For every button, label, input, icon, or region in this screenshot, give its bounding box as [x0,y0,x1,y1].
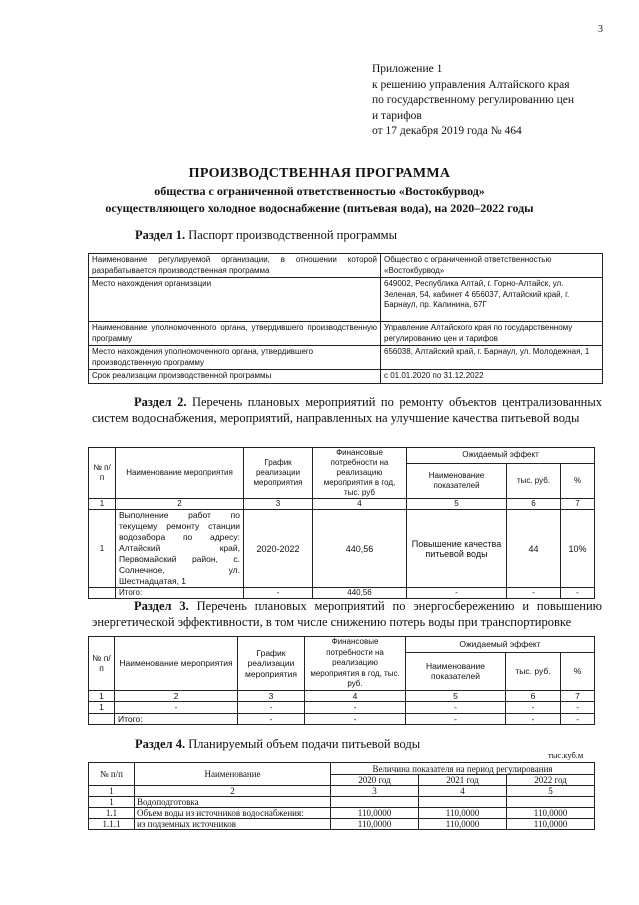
table-row [89,346,603,370]
table-cell: 1.1 [89,808,135,819]
table-cell: 1.1.1 [89,819,135,830]
column-number: 5 [407,499,507,510]
table-cell: Управление Алтайского края по государственному регулированию цен и тарифов [381,322,603,346]
column-number-row [89,786,595,797]
column-header: № п/п [89,763,135,786]
page-number: 3 [598,24,603,35]
table-cell: - [115,702,238,714]
section1-heading [135,228,397,243]
table-cell: 110,0000 [331,808,419,819]
appendix-line: Приложение 1 [372,63,443,75]
column-number: 3 [238,690,305,702]
column-header: Наименование мероприятия [115,637,238,691]
table-row [89,819,595,830]
section4-table [88,762,595,830]
table-cell: из подземных источников [135,819,331,830]
table-row [89,370,603,384]
table-cell: - [407,588,507,599]
table-cell [89,588,116,599]
table-cell: Наименование регулируемой организации, в отношении которой разрабатывается производственная программа [89,254,381,278]
table-cell [331,797,419,808]
section-label: Раздел 4. [135,737,186,751]
table-row [89,278,603,322]
column-header: % [561,463,595,498]
section2-heading [92,395,602,426]
table-cell: - [305,702,406,714]
column-number: 4 [313,499,407,510]
table-cell: Место нахождения уполномоченного органа, утвердившего производственную программу [89,346,381,370]
table-total-row [89,713,595,725]
column-number: 2 [135,786,331,797]
table-cell: 1 [89,797,135,808]
column-number: 4 [305,690,406,702]
column-header: 2021 год [419,775,507,786]
table-row [89,702,595,714]
section3-heading [92,599,602,630]
column-header: Финансовые потребности на реализацию мероприятия в год, тыс. руб. [305,637,406,691]
column-number: 3 [244,499,313,510]
appendix-line: и тарифов [372,109,422,122]
table-cell: Место нахождения организации [89,278,381,322]
column-number: 1 [89,690,115,702]
column-header: 2020 год [331,775,419,786]
table-cell: 110,0000 [507,808,595,819]
table-cell: - [561,588,595,599]
table-cell: - [406,702,506,714]
table-cell: 110,0000 [419,808,507,819]
table-cell: Водоподготовка [135,797,331,808]
column-number: 6 [506,690,561,702]
table-cell: - [506,702,561,714]
table-cell [89,713,115,725]
column-header: Финансовые потребности на реализацию мероприятия в год, тыс. руб [313,448,407,499]
table-cell [507,797,595,808]
table-cell: - [244,588,313,599]
table-cell: - [238,713,305,725]
document-subtitle-2: осуществляющего холодное водоснабжение (питьевая вода), на 2020–2022 годы [105,201,534,215]
table-cell: 2020-2022 [244,510,313,588]
appendix-line: к решению управления Алтайского края [372,78,570,91]
table-cell [419,797,507,808]
table-cell: 10% [561,510,595,588]
table-cell: 110,0000 [331,819,419,830]
appendix-block [372,62,612,140]
unit-label: тыс.куб.м [548,750,584,760]
column-header: тыс. руб. [507,463,561,498]
table-cell: 1 [89,702,115,714]
section3-table [88,636,595,725]
document-subtitle: общества с ограниченной ответственностью «Востокбурвод» [154,184,485,198]
column-number: 3 [331,786,419,797]
section2-table [88,447,595,599]
table-cell: Срок реализации производственной программы [89,370,381,384]
appendix-line: по государственному регулированию цен [372,94,575,106]
table-cell: Наименование уполномоченного органа, утвердившего производственную программу [89,322,381,346]
column-number: 5 [507,786,595,797]
table-total-row [89,588,595,599]
column-header: Ожидаемый эффект [406,637,595,653]
table-cell: Итого: [116,588,244,599]
column-header: Ожидаемый эффект [407,448,595,464]
column-number: 7 [561,690,595,702]
table-cell: - [507,588,561,599]
column-number: 7 [561,499,595,510]
table-cell: Общество с ограниченной ответственностью «Востокбурвод» [381,254,603,278]
table-cell: - [561,702,595,714]
table-row [89,808,595,819]
table-cell: 110,0000 [419,819,507,830]
table-cell: - [406,713,506,725]
table-cell: 649002, Республика Алтай, г. Горно-Алтайск, ул. Зеленая, 54, кабинет 4 656037, Алтайский край, г. Барнаул, пр. Калинина, 67Г [381,278,603,322]
table-cell: - [305,713,406,725]
column-header: График реализации мероприятия [238,637,305,691]
table-row [89,322,603,346]
document-title: ПРОИЗВОДСТВЕННАЯ ПРОГРАММА [188,166,451,181]
table-cell: 440,56 [313,588,407,599]
section-title: Планируемый объем подачи питьевой воды [188,737,421,751]
section4-heading [135,737,420,752]
table-cell: с 01.01.2020 по 31.12.2022 [381,370,603,384]
section-title: Перечень плановых мероприятий по ремонту объектов централизованных систем водоснабжения, мероприятий, направленных на улучшение качества питьевой воды [92,395,602,425]
column-header: Величина показателя на период регулирования [331,763,595,775]
section-label: Раздел 2. [134,395,187,409]
column-number: 5 [406,690,506,702]
column-header: Наименование мероприятия [116,448,244,499]
column-header: График реализации мероприятия [244,448,313,499]
table-cell: - [238,702,305,714]
table-row [89,510,595,588]
table-header-row [89,763,595,775]
table-cell: Выполнение работ по текущему ремонту станции водозабора по адресу: Алтайский край, Первомайский район, с. Солнечное, ул. Шестнадцатая, 1 [116,510,244,588]
table-cell: 44 [507,510,561,588]
column-number-row [89,499,595,510]
column-header: Наименование показателей [406,653,506,690]
table-row [89,254,603,278]
table-cell: 656038, Алтайский край, г. Барнаул, ул. Молодежная, 1 [381,346,603,370]
table-cell: Объем воды из источников водоснабжения: [135,808,331,819]
table-header-row [89,637,595,653]
table-cell: Повышение качества питьевой воды [407,510,507,588]
column-header: № п/п [89,448,116,499]
table-cell: - [561,713,595,725]
table-cell: 1 [89,510,116,588]
column-number: 4 [419,786,507,797]
table-cell: - [506,713,561,725]
column-header: № п/п [89,637,115,691]
passport-table [88,253,603,384]
table-cell: Итого: [115,713,238,725]
table-cell: 440,56 [313,510,407,588]
column-header: тыс. руб. [506,653,561,690]
column-number: 1 [89,499,116,510]
column-header: 2022 год [507,775,595,786]
column-header: Наименование показателей [407,463,507,498]
table-row [89,797,595,808]
column-number: 2 [115,690,238,702]
appendix-line: от 17 декабря 2019 года № 464 [372,125,522,137]
section-title: Паспорт производственной программы [188,228,397,242]
table-cell: 110,0000 [507,819,595,830]
column-header: Наименование [135,763,331,786]
column-number-row [89,690,595,702]
table-header-row [89,448,595,464]
section-label: Раздел 3. [134,599,189,613]
column-number: 1 [89,786,135,797]
column-number: 2 [116,499,244,510]
column-header: % [561,653,595,690]
section-title: Перечень плановых мероприятий по энергосбережению и повышению энергетической эффективности, в том числе снижению потерь воды при транспортировке [92,599,603,629]
column-number: 6 [507,499,561,510]
section-label: Раздел 1. [135,228,186,242]
